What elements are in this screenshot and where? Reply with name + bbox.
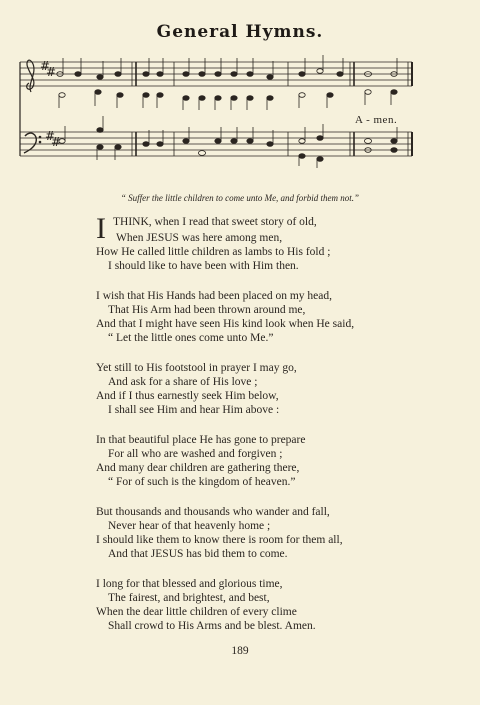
verse-line: THINK, when I read that sweet story of old, [113,216,317,228]
svg-text:#: # [45,129,56,143]
verse-line: “ For of such is the kingdom of heaven.” [108,476,296,488]
music-score [0,50,480,170]
verse-line: For all who are washed and forgiven ; [108,448,283,460]
svg-text:#: # [40,59,51,73]
epigraph: “ Suffer the little children to come unto Me, and forbid them not.” [120,193,360,203]
verse-line: In that beautiful place He has gone to prepare [96,434,306,446]
verse-line: The fairest, and brightest, and best, [108,592,270,604]
page-number: 189 [231,645,249,657]
page-heading: General Hymns. [156,22,324,42]
verse-line: And that JESUS has bid them to come. [108,548,288,560]
svg-text:#: # [46,65,57,79]
verse-line: And that I might have seen His kind look when He said, [96,318,355,330]
verse-line: And ask for a share of His love ; [108,376,258,388]
verse-line: Yet still to His footstool in prayer I may go, [96,362,297,374]
verse-line: And many dear children are gathering there, [96,462,300,474]
svg-text:#: # [51,135,62,149]
verse-line: And if I thus earnestly seek Him below, [96,390,279,402]
verse-line: How He called little children as lambs to His fold ; [96,246,331,258]
verse-line: Never hear of that heavenly home ; [108,520,271,532]
verse-line: When JESUS was here among men, [116,232,283,244]
verse-line: I wish that His Hands had been placed on my head, [96,290,333,302]
verse-line: When the dear little children of every clime [96,606,297,618]
dropcap: I [96,212,106,245]
verse-line: I should like to have been with Him then. [108,260,299,272]
verse-line: I shall see Him and hear Him above : [108,404,280,416]
amen-lyric: A - men. [355,114,398,126]
verse-line: I should like them to know there is room for them all, [96,534,343,546]
verse-line: That His Arm had been thrown around me, [108,304,306,316]
verse-line: But thousands and thousands who wander and fall, [96,506,330,518]
verse-line: Shall crowd to His Arms and be blest. Amen. [108,620,316,632]
verse-line: I long for that blessed and glorious time, [96,578,283,590]
verse-line: “ Let the little ones come unto Me.” [108,332,274,344]
